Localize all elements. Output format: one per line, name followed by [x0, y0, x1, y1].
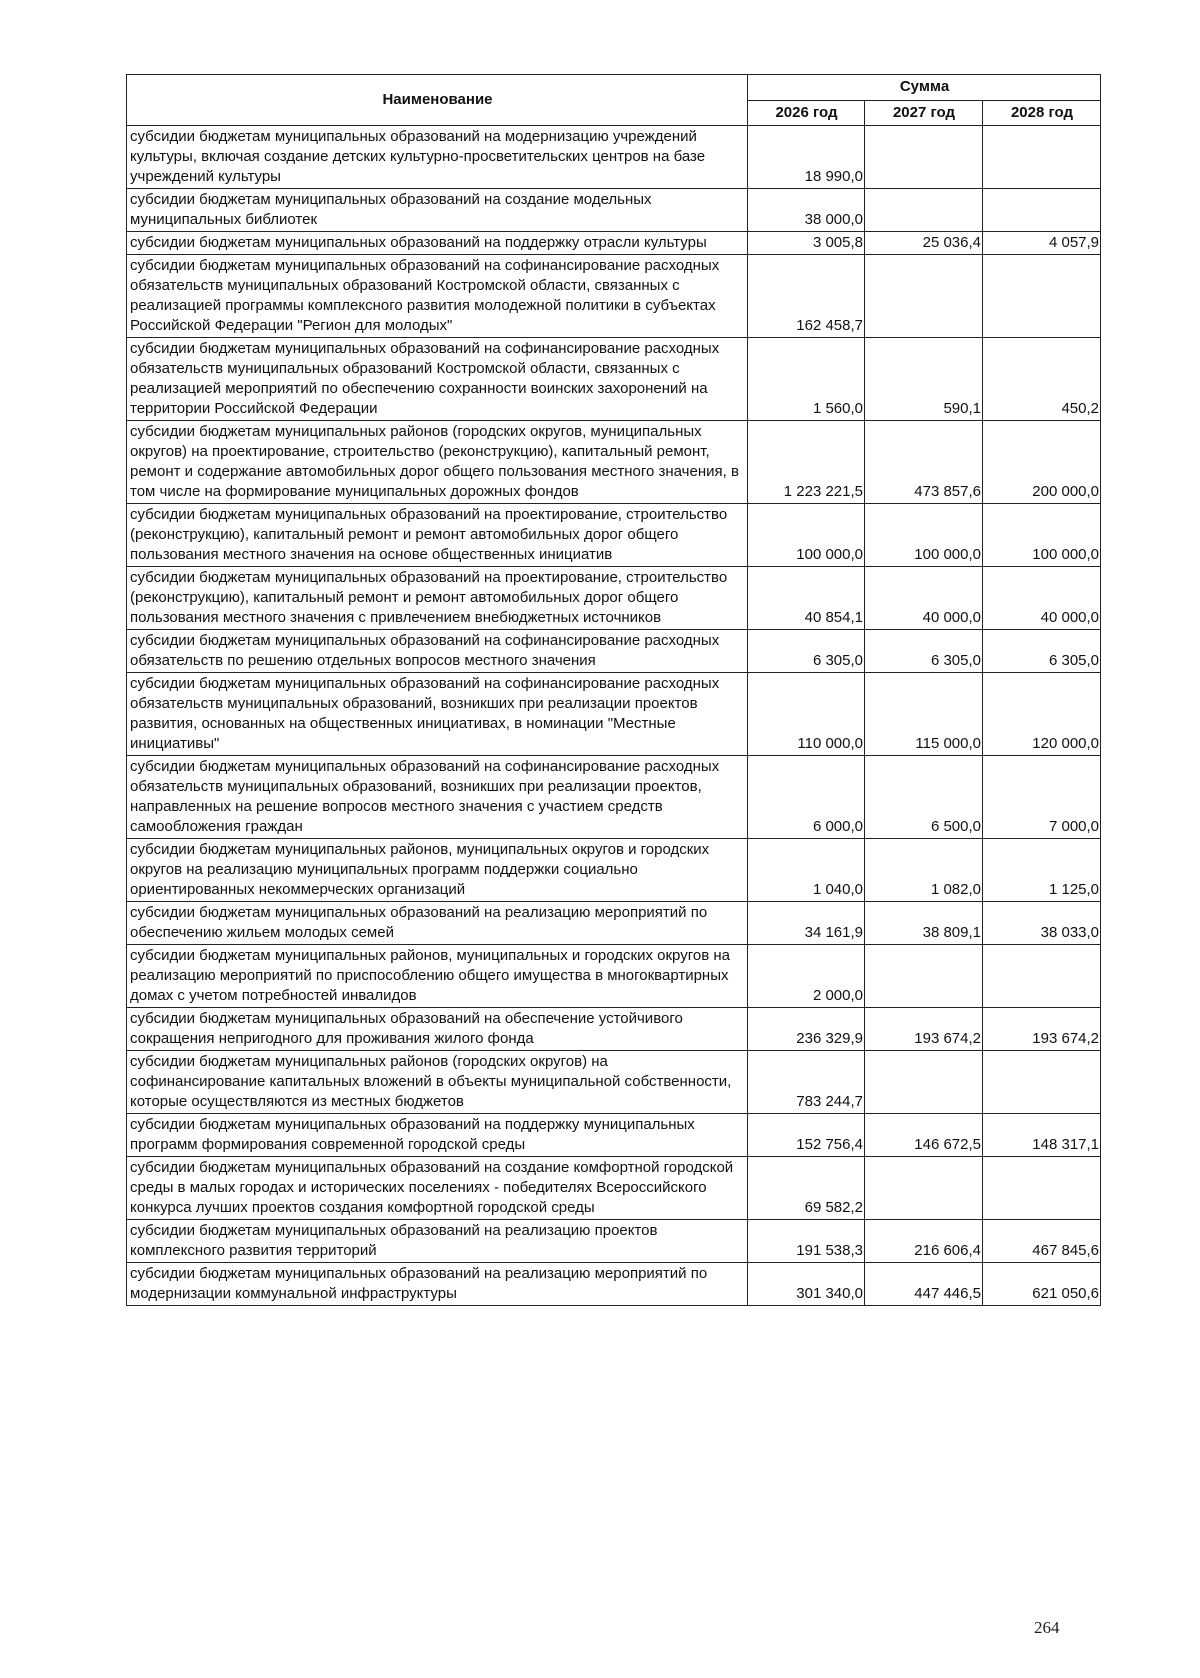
row-value-2026: 3 005,8 — [748, 232, 865, 255]
row-name: субсидии бюджетам муниципальных образований на проектирование, строительство (реконструкцию), капитальный ремонт и ремонт автомобильных дорог общего пользования местного значения на основе общественных инициатив — [127, 504, 748, 567]
row-value-2026: 6 000,0 — [748, 756, 865, 839]
header-name: Наименование — [127, 75, 748, 126]
table-row — [127, 630, 1101, 673]
row-value-2026: 236 329,9 — [748, 1008, 865, 1051]
row-name: субсидии бюджетам муниципальных образований на модернизацию учреждений культуры, включая создание детских культурно-просветительских центров на базе учреждений культуры — [127, 126, 748, 189]
row-value-2028: 621 050,6 — [983, 1263, 1101, 1306]
table-row — [127, 902, 1101, 945]
row-value-2028: 120 000,0 — [983, 673, 1101, 756]
table-row — [127, 232, 1101, 255]
row-name: субсидии бюджетам муниципальных образований на поддержку отрасли культуры — [127, 232, 748, 255]
row-value-2028: 7 000,0 — [983, 756, 1101, 839]
row-value-2026: 40 854,1 — [748, 567, 865, 630]
row-name: субсидии бюджетам муниципальных образований на софинансирование расходных обязательств муниципальных образований, возникших при реализации проектов развития, основанных на общественных инициативах, в номинации "Местные инициативы" — [127, 673, 748, 756]
table-row — [127, 839, 1101, 902]
table-header-row — [127, 75, 1101, 101]
table-row — [127, 126, 1101, 189]
row-value-2028: 6 305,0 — [983, 630, 1101, 673]
row-name: субсидии бюджетам муниципальных образований на создание комфортной городской среды в малых городах и исторических поселениях - победителях Всероссийского конкурса лучших проектов создания комфортной городской среды — [127, 1157, 748, 1220]
row-value-2026: 38 000,0 — [748, 189, 865, 232]
table-row — [127, 567, 1101, 630]
row-name: субсидии бюджетам муниципальных образований на софинансирование расходных обязательств муниципальных образований Костромской области, связанных с реализацией мероприятий по обеспечению сохранности воинских захоронений на территории Российской Федерации — [127, 338, 748, 421]
row-value-2028: 100 000,0 — [983, 504, 1101, 567]
row-value-2028: 1 125,0 — [983, 839, 1101, 902]
row-value-2027: 38 809,1 — [865, 902, 983, 945]
row-name: субсидии бюджетам муниципальных образований на реализацию проектов комплексного развития территорий — [127, 1220, 748, 1263]
row-value-2026: 152 756,4 — [748, 1114, 865, 1157]
header-sum: Сумма — [748, 75, 1101, 101]
row-value-2028 — [983, 1051, 1101, 1114]
row-value-2026: 301 340,0 — [748, 1263, 865, 1306]
row-value-2028 — [983, 1157, 1101, 1220]
row-value-2026: 18 990,0 — [748, 126, 865, 189]
table-row — [127, 421, 1101, 504]
row-value-2027: 216 606,4 — [865, 1220, 983, 1263]
table-row — [127, 1263, 1101, 1306]
row-name: субсидии бюджетам муниципальных образований на реализацию мероприятий по обеспечению жильем молодых семей — [127, 902, 748, 945]
header-year-2028: 2028 год — [983, 100, 1101, 126]
row-value-2027: 6 305,0 — [865, 630, 983, 673]
row-value-2028: 148 317,1 — [983, 1114, 1101, 1157]
row-name: субсидии бюджетам муниципальных образований на создание модельных муниципальных библиотек — [127, 189, 748, 232]
table-row — [127, 673, 1101, 756]
row-name: субсидии бюджетам муниципальных районов (городских округов, муниципальных округов) на проектирование, строительство (реконструкцию), капитальный ремонт, ремонт и содержание автомобильных дорог общего пользования местного значения, в том числе на формирование муниципальных дорожных фондов — [127, 421, 748, 504]
row-value-2027 — [865, 189, 983, 232]
row-value-2026: 1 040,0 — [748, 839, 865, 902]
row-value-2026: 162 458,7 — [748, 255, 865, 338]
row-value-2028 — [983, 189, 1101, 232]
table-row — [127, 1051, 1101, 1114]
header-year-2027: 2027 год — [865, 100, 983, 126]
row-value-2028 — [983, 255, 1101, 338]
row-name: субсидии бюджетам муниципальных образований на софинансирование расходных обязательств муниципальных образований, возникших при реализации проектов, направленных на решение вопросов местного значения с участием средств самообложения граждан — [127, 756, 748, 839]
table-row — [127, 255, 1101, 338]
table-row — [127, 945, 1101, 1008]
row-value-2027: 25 036,4 — [865, 232, 983, 255]
page-number: 264 — [1034, 1618, 1060, 1637]
row-value-2027: 40 000,0 — [865, 567, 983, 630]
row-value-2026: 100 000,0 — [748, 504, 865, 567]
row-value-2028: 193 674,2 — [983, 1008, 1101, 1051]
row-name: субсидии бюджетам муниципальных районов (городских округов) на софинансирование капитальных вложений в объекты муниципальной собственности, которые осуществляются из местных бюджетов — [127, 1051, 748, 1114]
row-value-2027: 447 446,5 — [865, 1263, 983, 1306]
row-value-2028: 4 057,9 — [983, 232, 1101, 255]
row-value-2027 — [865, 1051, 983, 1114]
row-value-2026: 1 223 221,5 — [748, 421, 865, 504]
row-value-2026: 34 161,9 — [748, 902, 865, 945]
row-value-2026: 191 538,3 — [748, 1220, 865, 1263]
row-name: субсидии бюджетам муниципальных районов, муниципальных и городских округов на реализацию мероприятий по приспособлению общего имущества в многоквартирных домах с учетом потребностей инвалидов — [127, 945, 748, 1008]
row-value-2027 — [865, 255, 983, 338]
row-value-2027: 146 672,5 — [865, 1114, 983, 1157]
header-year-2026: 2026 год — [748, 100, 865, 126]
row-name: субсидии бюджетам муниципальных образований на обеспечение устойчивого сокращения непригодного для проживания жилого фонда — [127, 1008, 748, 1051]
table-row — [127, 1114, 1101, 1157]
row-value-2027 — [865, 126, 983, 189]
row-value-2026: 783 244,7 — [748, 1051, 865, 1114]
row-value-2028: 450,2 — [983, 338, 1101, 421]
table-row — [127, 1220, 1101, 1263]
table-row — [127, 756, 1101, 839]
row-value-2026: 2 000,0 — [748, 945, 865, 1008]
table-body — [127, 126, 1101, 1306]
row-value-2027 — [865, 1157, 983, 1220]
table-row — [127, 504, 1101, 567]
table-row — [127, 189, 1101, 232]
row-value-2028: 40 000,0 — [983, 567, 1101, 630]
row-value-2027: 6 500,0 — [865, 756, 983, 839]
row-value-2026: 6 305,0 — [748, 630, 865, 673]
row-value-2026: 1 560,0 — [748, 338, 865, 421]
row-value-2028 — [983, 945, 1101, 1008]
row-value-2027 — [865, 945, 983, 1008]
row-value-2027: 100 000,0 — [865, 504, 983, 567]
row-name: субсидии бюджетам муниципальных образований на проектирование, строительство (реконструкцию), капитальный ремонт и ремонт автомобильных дорог общего пользования местного значения с привлечением внебюджетных источников — [127, 567, 748, 630]
row-name: субсидии бюджетам муниципальных районов, муниципальных округов и городских округов на реализацию муниципальных программ поддержки социально ориентированных некоммерческих организаций — [127, 839, 748, 902]
row-value-2028 — [983, 126, 1101, 189]
row-value-2026: 110 000,0 — [748, 673, 865, 756]
row-value-2028: 467 845,6 — [983, 1220, 1101, 1263]
row-name: субсидии бюджетам муниципальных образований на софинансирование расходных обязательств муниципальных образований Костромской области, связанных с реализацией программы комплексного развития молодежной политики в субъектах Российской Федерации "Регион для молодых" — [127, 255, 748, 338]
row-value-2027: 115 000,0 — [865, 673, 983, 756]
row-value-2026: 69 582,2 — [748, 1157, 865, 1220]
row-value-2027: 590,1 — [865, 338, 983, 421]
row-value-2027: 1 082,0 — [865, 839, 983, 902]
table-row — [127, 338, 1101, 421]
row-value-2028: 38 033,0 — [983, 902, 1101, 945]
row-value-2027: 473 857,6 — [865, 421, 983, 504]
row-name: субсидии бюджетам муниципальных образований на софинансирование расходных обязательств по решению отдельных вопросов местного значения — [127, 630, 748, 673]
table-row — [127, 1008, 1101, 1051]
table-row — [127, 1157, 1101, 1220]
budget-table — [126, 74, 1101, 1306]
row-name: субсидии бюджетам муниципальных образований на поддержку муниципальных программ формирования современной городской среды — [127, 1114, 748, 1157]
row-value-2028: 200 000,0 — [983, 421, 1101, 504]
row-value-2027: 193 674,2 — [865, 1008, 983, 1051]
row-name: субсидии бюджетам муниципальных образований на реализацию мероприятий по модернизации коммунальной инфраструктуры — [127, 1263, 748, 1306]
